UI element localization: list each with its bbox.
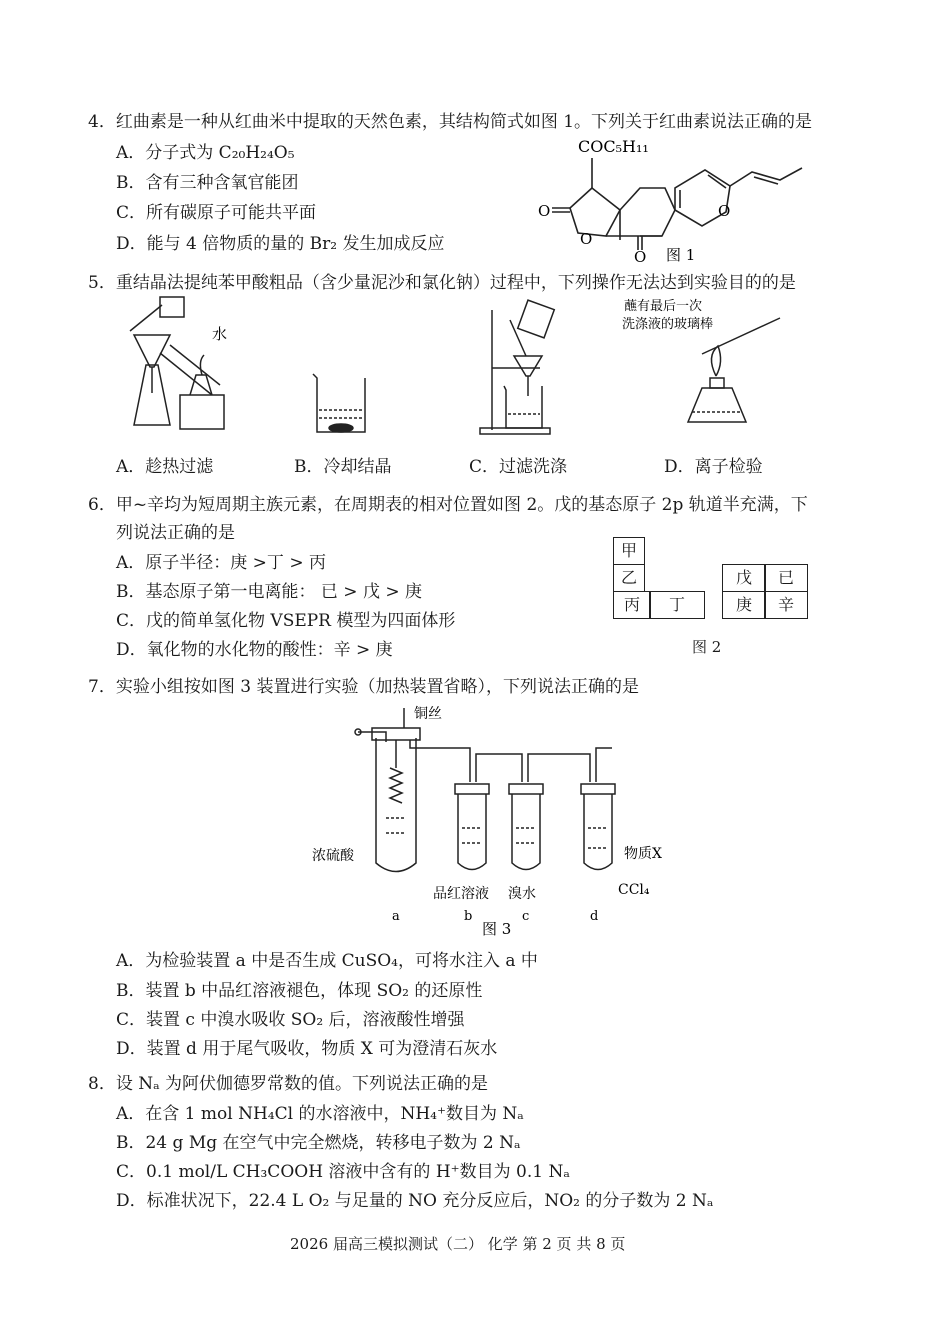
figure-3-apparatus <box>300 698 700 938</box>
q4-option-c: C．所有碳原子可能共平面 <box>116 203 317 223</box>
copper-wire-label: 铜丝 <box>414 706 442 722</box>
q4-stem: 4．红曲素是一种从红曲米中提取的天然色素，其结构简式如图 1。下列关于红曲素说法正确的是 <box>88 112 813 132</box>
q5-option-c: C．过滤洗涤 <box>469 457 568 477</box>
apparatus-filtration-wash <box>470 300 580 440</box>
substance-x-label: 物质X <box>624 846 662 862</box>
q7-option-d: D．装置 d 用于尾气吸收，物质 X 可为澄清石灰水 <box>116 1039 498 1059</box>
q6-option-b: B．基态原子第一电离能： 已 > 戊 > 庚 <box>116 582 422 602</box>
q7-option-c: C．装置 c 中溴水吸收 SO₂ 后，溶液酸性增强 <box>116 1010 465 1030</box>
cell-jia: 甲 <box>613 537 645 565</box>
pinhong-label: 品红溶液 <box>433 886 489 902</box>
q5-option-d: D．离子检验 <box>664 457 763 477</box>
q8-option-d: D．标准状况下，22.4 L O₂ 与足量的 NO 充分反应后，NO₂ 的分子数为 2 Nₐ <box>116 1191 714 1211</box>
rod-label-line1: 蘸有最后一次 <box>624 299 703 314</box>
q4-option-a: A．分子式为 C₂₀H₂₄O₅ <box>116 143 295 163</box>
label-b: b <box>464 909 473 924</box>
ccl4-label: CCl₄ <box>618 882 650 898</box>
cell-xin: 辛 <box>764 591 808 619</box>
apparatus-hot-filtration <box>120 295 250 440</box>
cell-geng: 庚 <box>722 591 766 619</box>
label-d: d <box>590 909 599 924</box>
q5-option-a: A．趁热过滤 <box>116 457 214 477</box>
q8-stem: 8．设 Nₐ 为阿伏伽德罗常数的值。下列说法正确的是 <box>88 1074 489 1094</box>
water-label: 水 <box>212 325 228 343</box>
label-a: a <box>392 909 400 924</box>
cell-yi: 乙 <box>613 564 645 592</box>
figure-1-structure <box>530 128 820 268</box>
q7-option-b: B．装置 b 中品红溶液褪色，体现 SO₂ 的还原性 <box>116 981 483 1001</box>
apparatus-cooling-beaker <box>305 370 375 440</box>
q8-option-b: B．24 g Mg 在空气中完全燃烧，转移电子数为 2 Nₐ <box>116 1133 521 1153</box>
q6-option-a: A．原子半径：庚 >丁 > 丙 <box>116 553 326 573</box>
figure-1-label: 图 1 <box>666 246 696 264</box>
q8-option-c: C．0.1 mol/L CH₃COOH 溶液中含有的 H⁺数目为 0.1 Nₐ <box>116 1162 570 1182</box>
bromine-water-label: 溴水 <box>508 886 536 902</box>
figure-2-label: 图 2 <box>692 638 722 656</box>
substituent-label: COC₅H₁₁ <box>578 137 649 156</box>
q7-option-a: A．为检验装置 a 中是否生成 CuSO₄，可将水注入 a 中 <box>116 951 538 971</box>
q6-option-d: D．氧化物的水化物的酸性：辛 > 庚 <box>116 640 393 660</box>
figure-3-label: 图 3 <box>482 920 512 938</box>
apparatus-ion-test <box>622 296 802 441</box>
q4-option-b: B．含有三种含氧官能团 <box>116 173 299 193</box>
q6-option-c: C．戊的简单氢化物 VSEPR 模型为四面体形 <box>116 611 456 631</box>
q7-stem: 7．实验小组按如图 3 装置进行实验（加热装置省略），下列说法正确的是 <box>88 677 639 697</box>
label-c: c <box>522 909 530 924</box>
ketone-o-label: O <box>634 248 647 266</box>
q6-stem-line1: 6．甲~辛均为短周期主族元素，在周期表的相对位置如图 2。戊的基态原子 2p 轨道半充满，下 <box>88 495 808 515</box>
q5-stem: 5．重结晶法提纯苯甲酸粗品（含少量泥沙和氯化钠）过程中，下列操作无法达到实验目的的是 <box>88 273 796 293</box>
conc-sulfuric-label: 浓硫酸 <box>312 848 354 864</box>
lactone-o-label: O <box>538 202 551 220</box>
q6-stem-line2: 列说法正确的是 <box>116 523 235 543</box>
cell-ji: 已 <box>764 564 808 592</box>
pyran-o-label: O <box>718 202 731 220</box>
q8-option-a: A．在含 1 mol NH₄Cl 的水溶液中，NH₄⁺数目为 Nₐ <box>116 1104 524 1124</box>
cell-bing: 丙 <box>613 591 651 619</box>
cell-ding: 丁 <box>649 591 705 619</box>
rod-label-line2: 洗涤液的玻璃棒 <box>622 317 714 332</box>
cell-wu: 戊 <box>722 564 766 592</box>
q5-option-b: B．冷却结晶 <box>294 457 392 477</box>
page-footer: 2026 届高三模拟测试（二） 化学 第 2 页 共 8 页 <box>290 1235 626 1253</box>
q4-option-d: D．能与 4 倍物质的量的 Br₂ 发生加成反应 <box>116 234 445 254</box>
ring-o-label: O <box>580 230 593 248</box>
